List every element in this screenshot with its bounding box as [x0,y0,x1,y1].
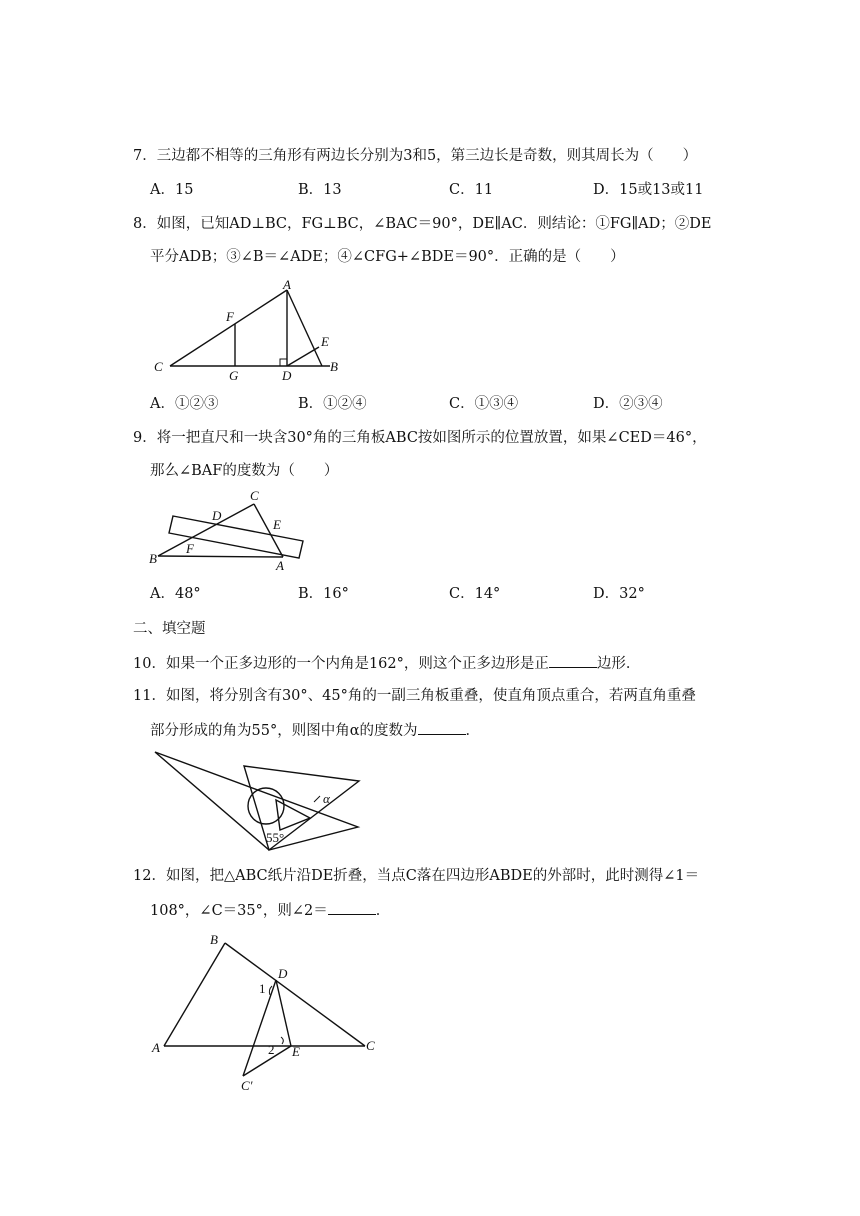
q12-stem-line1: 12．如图，把△ABC纸片沿DE折叠，当点C落在四边形ABDE的外部时，此时测得∠1＝ [133,868,700,884]
q8-label-b: B [330,359,338,374]
q9-option-d: D．32° [593,586,645,602]
q10-answer-blank [549,653,597,668]
q9-label-f: F [186,541,194,556]
q8-stem-line2: 平分ADB；③∠B＝∠ADE；④∠CFG+∠BDE＝90°．正确的是（ ） [150,249,625,265]
q9-label-a: A [276,558,284,573]
q11-stem-suffix: ． [465,723,480,739]
q12-label-e: E [292,1044,300,1059]
q7-option-a: A．15 [150,182,194,198]
q12-label-angle-1: 1 [259,981,266,996]
q8-label-f: F [226,309,234,324]
q10-stem [133,653,640,674]
q11-stem-text: 部分形成的角为55°，则图中角α的度数为 [150,723,418,739]
q9-option-b: B．16° [298,586,349,602]
q10-stem-suffix: 边形． [596,656,641,672]
q12-stem-text: 108°，∠C＝35°，则∠2＝ [150,903,328,919]
q12-label-b: B [210,932,218,947]
q8-option-c: C．①③④ [449,396,519,412]
q12-stem-line2 [150,900,390,921]
q12-label-c: C [366,1038,375,1053]
q8-label-e: E [321,334,329,349]
q9-option-a: A．48° [150,586,201,602]
section-title-fill-in: 二、填空题 [133,621,206,637]
q8-label-a: A [283,277,291,292]
q11-label-55: 55° [266,830,285,845]
q11-stem-line2 [150,720,480,741]
q12-label-c-prime: C′ [241,1078,253,1092]
q9-label-b: B [149,551,157,566]
q9-label-e: E [273,517,281,532]
q8-label-d: D [282,368,292,381]
q12-stem-suffix: ． [375,903,391,919]
q8-label-c: C [154,359,163,374]
q8-figure [150,276,350,381]
q12-label-d: D [278,966,288,981]
q10-stem-text: 10．如果一个正多边形的一个内角是162°，则这个正多边形是正 [133,656,549,672]
q9-label-c: C [250,488,259,503]
q9-stem-line2: 那么∠BAF的度数为（ ） [150,463,339,479]
q8-option-d: D．②③④ [593,396,663,412]
q12-label-angle-2: 2 [268,1042,275,1057]
q7-stem: 7．三边都不相等的三角形有两边长分别为3和5，第三边长是奇数，则其周长为（ ） [133,148,698,164]
q8-label-g: G [229,368,239,381]
q7-option-c: C．11 [449,182,494,198]
q11-figure [146,746,366,858]
q12-answer-blank [328,900,376,915]
q8-stem-line1: 8．如图，已知AD⊥BC，FG⊥BC，∠BAC＝90°，DE∥AC．则结论：①FG∥AD；②DE [133,216,712,232]
q12-label-a: A [152,1040,160,1055]
q11-answer-blank [418,720,466,735]
q11-stem-line1: 11．如图，将分别含有30°、45°角的一副三角板重叠，使直角顶点重合，若两直角重叠 [133,688,696,704]
q8-option-a: A．①②③ [150,396,219,412]
q9-stem-line1: 9．将一把直尺和一块含30°角的三角板ABC按如图所示的位置放置，如果∠CED＝46°， [133,430,707,446]
q11-label-alpha: α [323,791,330,806]
q7-option-b: B．13 [298,182,342,198]
q9-figure [146,486,311,576]
q8-option-b: B．①②④ [298,396,367,412]
q9-option-c: C．14° [449,586,501,602]
q7-option-d: D．15或13或11 [593,182,704,198]
q12-figure [150,930,385,1092]
q9-label-d: D [212,508,222,523]
